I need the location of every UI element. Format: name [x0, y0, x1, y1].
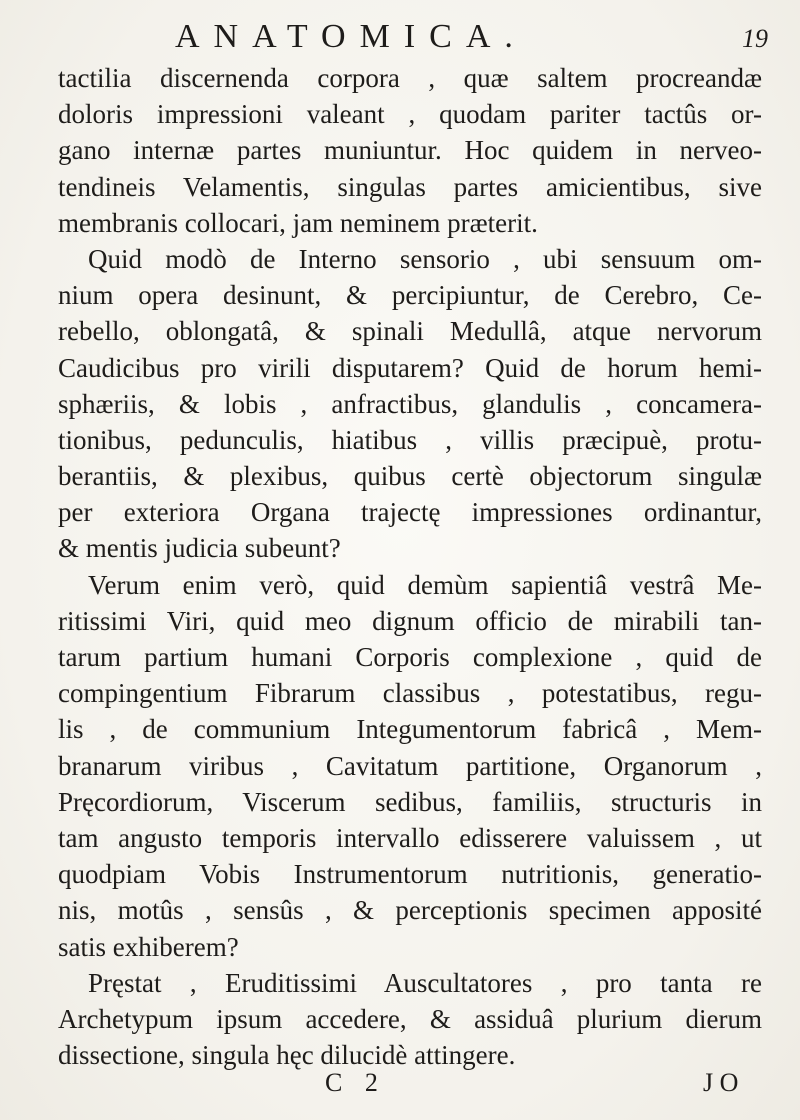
- text-line: branarum viribus , Cavitatum partitione, Organorum ,: [58, 750, 762, 781]
- text-line: membranis collocari, jam neminem præterit.: [58, 207, 538, 238]
- text-line: quodpiam Vobis Instrumentorum nutritionis, generatio-: [58, 859, 762, 890]
- paragraph-start-line: Pręstat , Eruditissimi Auscultatores , pro tanta re: [88, 967, 762, 998]
- paragraph-start-line: Quid modò de Interno sensorio , ubi sensuum om-: [88, 243, 762, 274]
- text-line: Caudicibus pro virili disputarem? Quid de horum hemi-: [58, 352, 762, 383]
- text-line: compingentium Fibrarum classibus , potestatibus, regu-: [58, 678, 762, 709]
- text-line: tarum partium humani Corporis complexione , quid de: [58, 642, 762, 672]
- text-line: Pręcordiorum, Viscerum sedibus, familiis, structuris in: [58, 786, 762, 817]
- text-line: tionibus, pedunculis, hiatibus , villis præcipuè, protu-: [58, 424, 762, 455]
- text-line: rebello, oblongatâ, & spinali Medullâ, atque nervorum: [58, 316, 762, 347]
- text-line: nium opera desinunt, & percipiuntur, de Cerebro, Ce-: [58, 280, 762, 311]
- text-line: Archetypum ipsum accedere, & assiduâ plurium dierum: [58, 1003, 762, 1034]
- text-line: & mentis judicia subeunt?: [58, 533, 341, 564]
- text-line: satis exhiberem?: [58, 931, 239, 962]
- text-line: doloris impressioni valeant , quodam pariter tactûs or-: [58, 99, 762, 130]
- page-footer: [0, 1068, 800, 1108]
- text-line: gano internæ partes muniuntur. Hoc quidem in nerveo-: [58, 135, 762, 166]
- text-line: berantiis, & plexibus, quibus certè objectorum singulæ: [58, 461, 762, 492]
- text-line: tactilia discernenda corpora , quæ saltem procreandæ: [58, 63, 762, 93]
- text-line: nis, motûs , sensûs , & perceptionis specimen apposité: [58, 895, 762, 926]
- text-line: tendineis Velamentis, singulas partes amicientibus, sive: [58, 171, 762, 202]
- text-line: dissectione, singula hęc dilucidè attingere.: [58, 1040, 516, 1071]
- text-line: ritissimi Viri, quid meo dignum officio de mirabili tan-: [58, 605, 762, 636]
- catchword: J O: [703, 1068, 739, 1097]
- signature-mark: C 2: [325, 1068, 386, 1097]
- body-text: [58, 60, 762, 1073]
- paragraph-start-line: Verum enim verò, quid demùm sapientiâ vestrâ Me-: [88, 569, 762, 600]
- text-line: tam angusto temporis intervallo edisserere valuissem , ut: [58, 822, 762, 853]
- running-head-title: ANATOMICA.: [175, 18, 527, 55]
- text-line: per exteriora Organa trajectę impressiones ordinantur,: [58, 497, 762, 528]
- page-number: 19: [742, 24, 768, 53]
- running-head: [0, 18, 800, 58]
- text-line: sphæriis, & lobis , anfractibus, glandulis , concamera-: [58, 388, 762, 419]
- text-line: lis , de communium Integumentorum fabricâ , Mem-: [58, 714, 762, 745]
